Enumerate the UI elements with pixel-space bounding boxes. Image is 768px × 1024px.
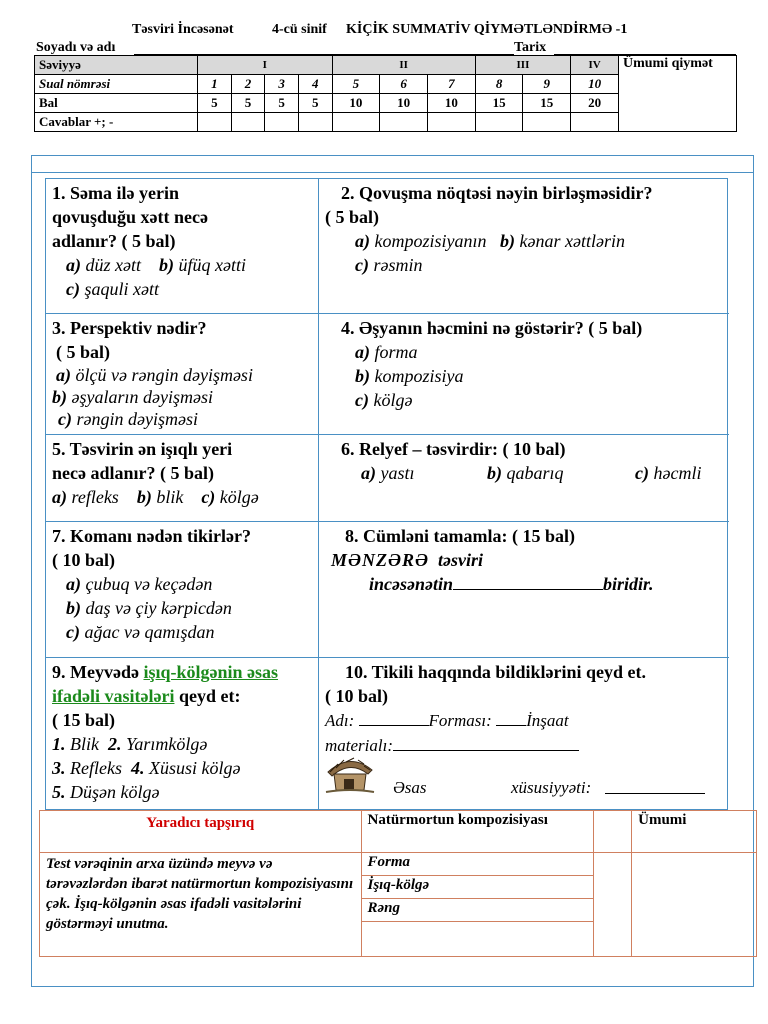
name-label: Soyadı və adı bbox=[36, 40, 116, 55]
question-8-part2: incəsənətin bbox=[369, 574, 453, 594]
question-8-line1: 8. Cümləni tamamla: ( 15 bal) bbox=[345, 526, 575, 546]
question-7-option-b bbox=[52, 596, 312, 620]
question-number-label: Sual nömrəsi bbox=[35, 75, 198, 94]
level-4: IV bbox=[571, 56, 619, 75]
option-key: c) bbox=[66, 279, 80, 299]
option-b[interactable]: daş və çiy kərpicdən bbox=[85, 598, 232, 618]
question-3-option-b bbox=[52, 386, 312, 408]
option-key: b) bbox=[66, 598, 81, 618]
criterion-score-cell[interactable] bbox=[594, 853, 632, 957]
feature-blank[interactable] bbox=[605, 776, 705, 794]
item-5: Düşən kölgə bbox=[70, 782, 160, 802]
name-blank[interactable] bbox=[359, 708, 429, 726]
option-key: b) bbox=[159, 255, 174, 275]
hut-icon bbox=[324, 752, 376, 794]
question-6-options bbox=[325, 461, 723, 485]
question-10-line2: ( 10 bal) bbox=[325, 686, 388, 706]
question-4-option-a bbox=[325, 340, 723, 364]
option-c[interactable]: rəngin dəyişməsi bbox=[76, 409, 198, 429]
level-1: I bbox=[198, 56, 333, 75]
option-key: a) bbox=[355, 342, 370, 362]
question-5-line2: necə adlanır? ( 5 bal) bbox=[52, 463, 214, 483]
answer-cell[interactable] bbox=[523, 113, 571, 132]
question-10-feature-row bbox=[325, 776, 723, 800]
answer-cell[interactable] bbox=[427, 113, 475, 132]
question-5-options bbox=[52, 485, 312, 509]
question-number: 9 bbox=[523, 75, 571, 94]
option-key: b) bbox=[136, 487, 152, 507]
question-1-line3: adlanır? ( 5 bal) bbox=[52, 231, 176, 251]
level-label: Səviyyə bbox=[35, 56, 198, 75]
question-10 bbox=[319, 658, 729, 811]
option-b[interactable]: üfüq xətti bbox=[178, 255, 246, 275]
date-label: Tarix bbox=[514, 40, 547, 55]
question-7-option-a bbox=[52, 572, 312, 596]
feature-label: xüsusiyyəti: bbox=[511, 778, 592, 797]
score-table bbox=[34, 55, 737, 132]
question-2-option-c bbox=[325, 253, 723, 277]
creative-task-table bbox=[39, 810, 757, 957]
criterion-empty[interactable] bbox=[361, 921, 594, 956]
question-number: 1 bbox=[198, 75, 232, 94]
form-label: Forması: bbox=[428, 711, 492, 730]
item-1: Blik bbox=[70, 734, 99, 754]
question-9-prefix: 9. Meyvədə bbox=[52, 662, 139, 682]
question-9-items-12 bbox=[52, 732, 312, 756]
item-4: Xüsusi kölgə bbox=[148, 758, 241, 778]
task-title: Yaradıcı tapşırıq bbox=[40, 811, 362, 853]
option-key: b) bbox=[487, 463, 502, 483]
total-label: Ümumi bbox=[632, 811, 757, 853]
option-key: a) bbox=[355, 231, 370, 251]
points-value: 5 bbox=[231, 94, 265, 113]
question-8-word: MƏNZƏRƏ bbox=[331, 550, 430, 570]
question-8-rest: təsviri bbox=[438, 550, 484, 570]
points-value: 10 bbox=[427, 94, 475, 113]
build-label: İnşaat bbox=[526, 711, 569, 730]
answer-cell[interactable] bbox=[298, 113, 332, 132]
question-8-sentence-start bbox=[325, 548, 723, 572]
frame-divider bbox=[31, 172, 754, 173]
item-num: 1. bbox=[52, 734, 66, 754]
option-a[interactable]: kompozisiyanın bbox=[374, 231, 487, 251]
option-b[interactable]: blik bbox=[156, 487, 184, 507]
item-num: 2. bbox=[108, 734, 122, 754]
points-value: 5 bbox=[265, 94, 299, 113]
points-value: 20 bbox=[571, 94, 619, 113]
grade: 4-cü sinif bbox=[272, 22, 327, 37]
question-7 bbox=[46, 522, 319, 658]
question-3-option-c bbox=[52, 408, 312, 430]
level-2: II bbox=[332, 56, 475, 75]
question-1-options-ab bbox=[52, 253, 312, 277]
question-1 bbox=[46, 179, 319, 314]
option-c[interactable]: kölgə bbox=[373, 390, 413, 410]
option-key: c) bbox=[58, 409, 72, 429]
question-8-sentence-end bbox=[325, 572, 723, 596]
question-number: 7 bbox=[427, 75, 475, 94]
option-key: c) bbox=[201, 487, 216, 507]
option-key: a) bbox=[66, 255, 81, 275]
option-c[interactable]: həcmli bbox=[653, 463, 702, 483]
option-a[interactable]: forma bbox=[374, 342, 418, 362]
question-9-suffix: qeyd et: bbox=[178, 686, 241, 706]
option-a[interactable]: ölçü və rəngin dəyişməsi bbox=[75, 365, 253, 385]
question-number: 10 bbox=[571, 75, 619, 94]
option-key: a) bbox=[361, 463, 376, 483]
question-3 bbox=[46, 314, 319, 435]
option-key: b) bbox=[355, 366, 370, 386]
option-a[interactable]: refleks bbox=[71, 487, 119, 507]
points-label: Bal bbox=[35, 94, 198, 113]
points-value: 15 bbox=[475, 94, 523, 113]
answers-label: Cavablar +; - bbox=[35, 113, 198, 132]
answer-cell[interactable] bbox=[265, 113, 299, 132]
subject: Təsviri İncəsənət bbox=[132, 22, 234, 37]
option-b[interactable]: qabarıq bbox=[506, 463, 564, 483]
option-b[interactable]: əşyaların dəyişməsi bbox=[71, 387, 213, 407]
question-7-option-c bbox=[52, 620, 312, 644]
question-2-options-ab bbox=[325, 229, 723, 253]
composition-title: Natürmortun kompozisiyası bbox=[361, 811, 594, 853]
option-c[interactable]: ağac və qamışdan bbox=[84, 622, 215, 642]
question-6 bbox=[319, 435, 729, 522]
answer-cell[interactable] bbox=[231, 113, 265, 132]
option-key: a) bbox=[56, 365, 71, 385]
question-9-line1 bbox=[52, 660, 312, 684]
option-c[interactable]: şaquli xətt bbox=[84, 279, 159, 299]
name-date-row bbox=[36, 40, 736, 56]
question-4-option-c bbox=[325, 388, 723, 412]
question-1-line2: qovuşduğu xətt necə bbox=[52, 207, 209, 227]
question-number: 5 bbox=[332, 75, 380, 94]
option-b[interactable]: kompozisiya bbox=[374, 366, 464, 386]
answer-cell[interactable] bbox=[332, 113, 380, 132]
question-number: 4 bbox=[298, 75, 332, 94]
answer-cell[interactable] bbox=[475, 113, 523, 132]
question-2-line1: 2. Qovuşma nöqtəsi nəyin birləşməsidir? bbox=[341, 183, 653, 203]
question-10-material-row bbox=[325, 733, 723, 758]
score-blank-cell[interactable] bbox=[594, 811, 632, 853]
question-9-items-34 bbox=[52, 756, 312, 780]
main-label: Əsas bbox=[393, 778, 427, 797]
points-value: 10 bbox=[332, 94, 380, 113]
question-number: 6 bbox=[380, 75, 428, 94]
option-key: a) bbox=[66, 574, 81, 594]
item-3: Refleks bbox=[70, 758, 122, 778]
question-3-line1: 3. Perspektiv nədir? bbox=[52, 318, 207, 338]
option-key: c) bbox=[66, 622, 80, 642]
question-9-item-5 bbox=[52, 780, 312, 804]
total-grade-label: Ümumi qiymət bbox=[623, 56, 713, 71]
question-3-line2: ( 5 bal) bbox=[56, 342, 110, 362]
question-9 bbox=[46, 658, 319, 811]
question-number: 2 bbox=[231, 75, 265, 94]
question-8-end: biridir. bbox=[603, 574, 654, 594]
option-key: c) bbox=[635, 463, 649, 483]
answer-cell[interactable] bbox=[198, 113, 232, 132]
question-number: 3 bbox=[265, 75, 299, 94]
question-4-line1: 4. Əşyanın həcmini nə göstərir? ( 5 bal) bbox=[341, 318, 643, 338]
question-10-line1: 10. Tikili haqqında bildiklərini qeyd et. bbox=[345, 662, 646, 682]
question-7-line1: 7. Komanı nədən tikirlər? bbox=[52, 526, 251, 546]
answer-cell[interactable] bbox=[380, 113, 428, 132]
question-9-highlight-2: ifadəli vasitələri bbox=[52, 686, 175, 706]
option-a[interactable]: çubuq və keçədən bbox=[85, 574, 213, 594]
question-1-line1: 1. Səma ilə yerin bbox=[52, 183, 179, 203]
criterion-light-shadow: İşıq-kölgə bbox=[361, 875, 594, 898]
points-value: 5 bbox=[298, 94, 332, 113]
question-2 bbox=[319, 179, 729, 314]
level-row bbox=[35, 56, 737, 75]
option-key: b) bbox=[52, 387, 67, 407]
question-4-option-b bbox=[325, 364, 723, 388]
criterion-forma: Forma bbox=[361, 853, 594, 876]
question-5 bbox=[46, 435, 319, 522]
question-8 bbox=[319, 522, 729, 658]
level-3: III bbox=[475, 56, 570, 75]
total-grade-cell[interactable] bbox=[619, 56, 737, 132]
question-8-blank[interactable] bbox=[453, 572, 603, 590]
item-num: 3. bbox=[52, 758, 66, 778]
questions-grid bbox=[45, 178, 728, 810]
material-label: materialı: bbox=[325, 736, 393, 755]
total-score-cell[interactable] bbox=[632, 853, 757, 957]
option-key: c) bbox=[355, 390, 369, 410]
points-value: 15 bbox=[523, 94, 571, 113]
question-2-line2: ( 5 bal) bbox=[325, 207, 379, 227]
option-c[interactable]: rəsmin bbox=[373, 255, 423, 275]
question-7-line2: ( 10 bal) bbox=[52, 550, 115, 570]
question-4 bbox=[319, 314, 729, 435]
task-header-row bbox=[40, 811, 757, 853]
item-num: 4. bbox=[130, 758, 145, 778]
question-1-option-c bbox=[52, 277, 312, 301]
question-9-highlight-1: işıq-kölgənin əsas bbox=[143, 662, 279, 682]
item-2: Yarımkölgə bbox=[126, 734, 208, 754]
question-9-line2 bbox=[52, 684, 312, 708]
points-value: 10 bbox=[380, 94, 428, 113]
points-value: 5 bbox=[198, 94, 232, 113]
option-a[interactable]: düz xətt bbox=[85, 255, 141, 275]
answer-cell[interactable] bbox=[571, 113, 619, 132]
name-label: Adı: bbox=[325, 711, 355, 730]
criterion-color: Rəng bbox=[361, 898, 594, 921]
option-a[interactable]: yastı bbox=[380, 463, 415, 483]
option-key: a) bbox=[52, 487, 67, 507]
page-header bbox=[0, 22, 768, 40]
option-b[interactable]: kənar xəttlərin bbox=[519, 231, 625, 251]
question-10-name-row bbox=[325, 708, 723, 733]
task-text: Test vərəqinin arxa üzündə meyvə və tərəvəzlərdən ibarət natürmortun kompozisiyasını çək. İşıq-kölgənin əsas ifadəli vasitələrini göstərməyi unutma. bbox=[40, 853, 362, 957]
option-key: c) bbox=[355, 255, 369, 275]
question-number: 8 bbox=[475, 75, 523, 94]
task-body-row bbox=[40, 853, 757, 876]
option-key: b) bbox=[500, 231, 515, 251]
form-blank[interactable] bbox=[496, 708, 526, 726]
question-3-option-a bbox=[52, 364, 312, 386]
option-c[interactable]: kölgə bbox=[219, 487, 259, 507]
material-blank[interactable] bbox=[393, 733, 579, 751]
question-9-points: ( 15 bal) bbox=[52, 710, 115, 730]
page-title: KİÇİK SUMMATİV QİYMƏTLƏNDİRMƏ -1 bbox=[346, 22, 628, 37]
question-6-line1: 6. Relyef – təsvirdir: ( 10 bal) bbox=[341, 439, 566, 459]
question-5-line1: 5. Təsvirin ən işıqlı yeri bbox=[52, 439, 233, 459]
item-num: 5. bbox=[52, 782, 66, 802]
